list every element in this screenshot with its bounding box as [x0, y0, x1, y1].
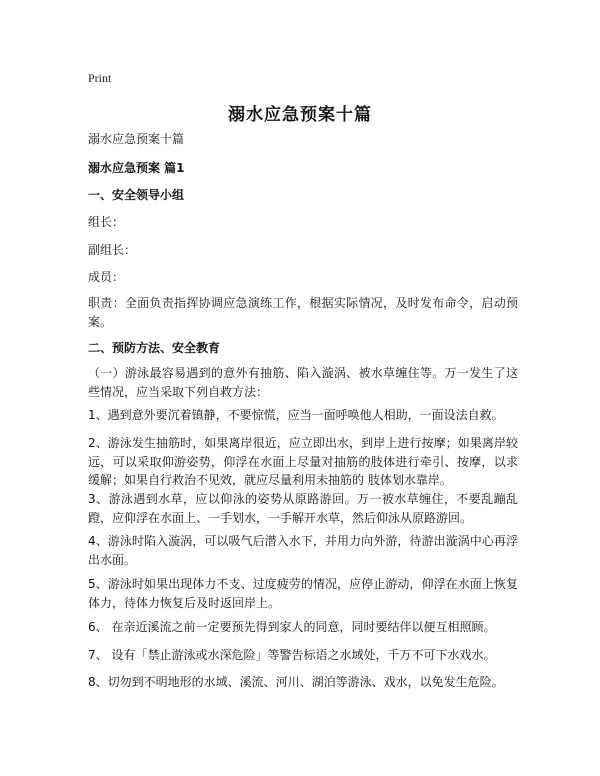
list-item: 5、游泳时如果出现体力不支、过度疲劳的情况，应停止游动，仰浮在水面上恢复体力，待体力恢复后及时返回岸上。	[88, 577, 518, 610]
print-label[interactable]: Print	[88, 71, 112, 85]
list-item: 2、游泳发生抽筋时，如果离岸很近，应立即出水，到岸上进行按摩；如果离岸较远，可以采取仰游姿势，仰浮在水面上尽量对抽筋的肢体进行牵引、按摩，以求缓解；如果自行救治不见效，就应尽量利用未抽筋的 肢体划水靠岸。	[88, 436, 518, 487]
prevention-intro-paragraph: （一）游泳最容易遇到的意外有抽筋、陷入漩涡、被水草缠住等。万一发生了这些情况，应当采取下列自救方法：	[88, 366, 518, 399]
deputy-leader-line: 副组长：	[88, 243, 137, 257]
list-item: 6、 在亲近溪流之前一定要预先得到家人的同意，同时要结伴以便互相照顾。	[88, 620, 496, 634]
section-heading-prevention: 二、预防方法、安全教育	[88, 341, 221, 355]
section-heading-leadership: 一、安全领导小组	[88, 188, 185, 202]
document-subtitle: 溺水应急预案十篇	[88, 132, 185, 146]
duties-paragraph: 职责：全面负责指挥协调应急演练工作，根据实际情况，及时发布命令，启动预案。	[88, 296, 518, 329]
members-line: 成员：	[88, 270, 125, 284]
list-item: 8、切勿到不明地形的水域、溪流、河川、湖泊等游泳、戏水，以免发生危险。	[88, 675, 504, 689]
list-item: 7、 设有「禁止游泳或水深危险」等警告标语之水域处，千万不可下水戏水。	[88, 648, 496, 662]
list-item: 4、游泳时陷入漩涡，可以吸气后潜入水下，并用力向外游，待游出漩涡中心再浮出水面。	[88, 534, 518, 567]
list-item: 1、遇到意外要沉着镇静，不要惊慌，应当一面呼唤他人相助，一面设法自救。	[88, 408, 504, 422]
document-title: 溺水应急预案十篇	[228, 105, 372, 125]
list-item: 3、游泳遇到水草，应以仰泳的姿势从原路游回。万一被水草缠住，不要乱蹦乱蹬，应仰浮在水面上、一手划水，一手解开水草，然后仰泳从原路游回。	[88, 492, 518, 525]
leader-line: 组长：	[88, 215, 125, 229]
chapter-heading: 溺水应急预案 篇1	[88, 161, 185, 175]
